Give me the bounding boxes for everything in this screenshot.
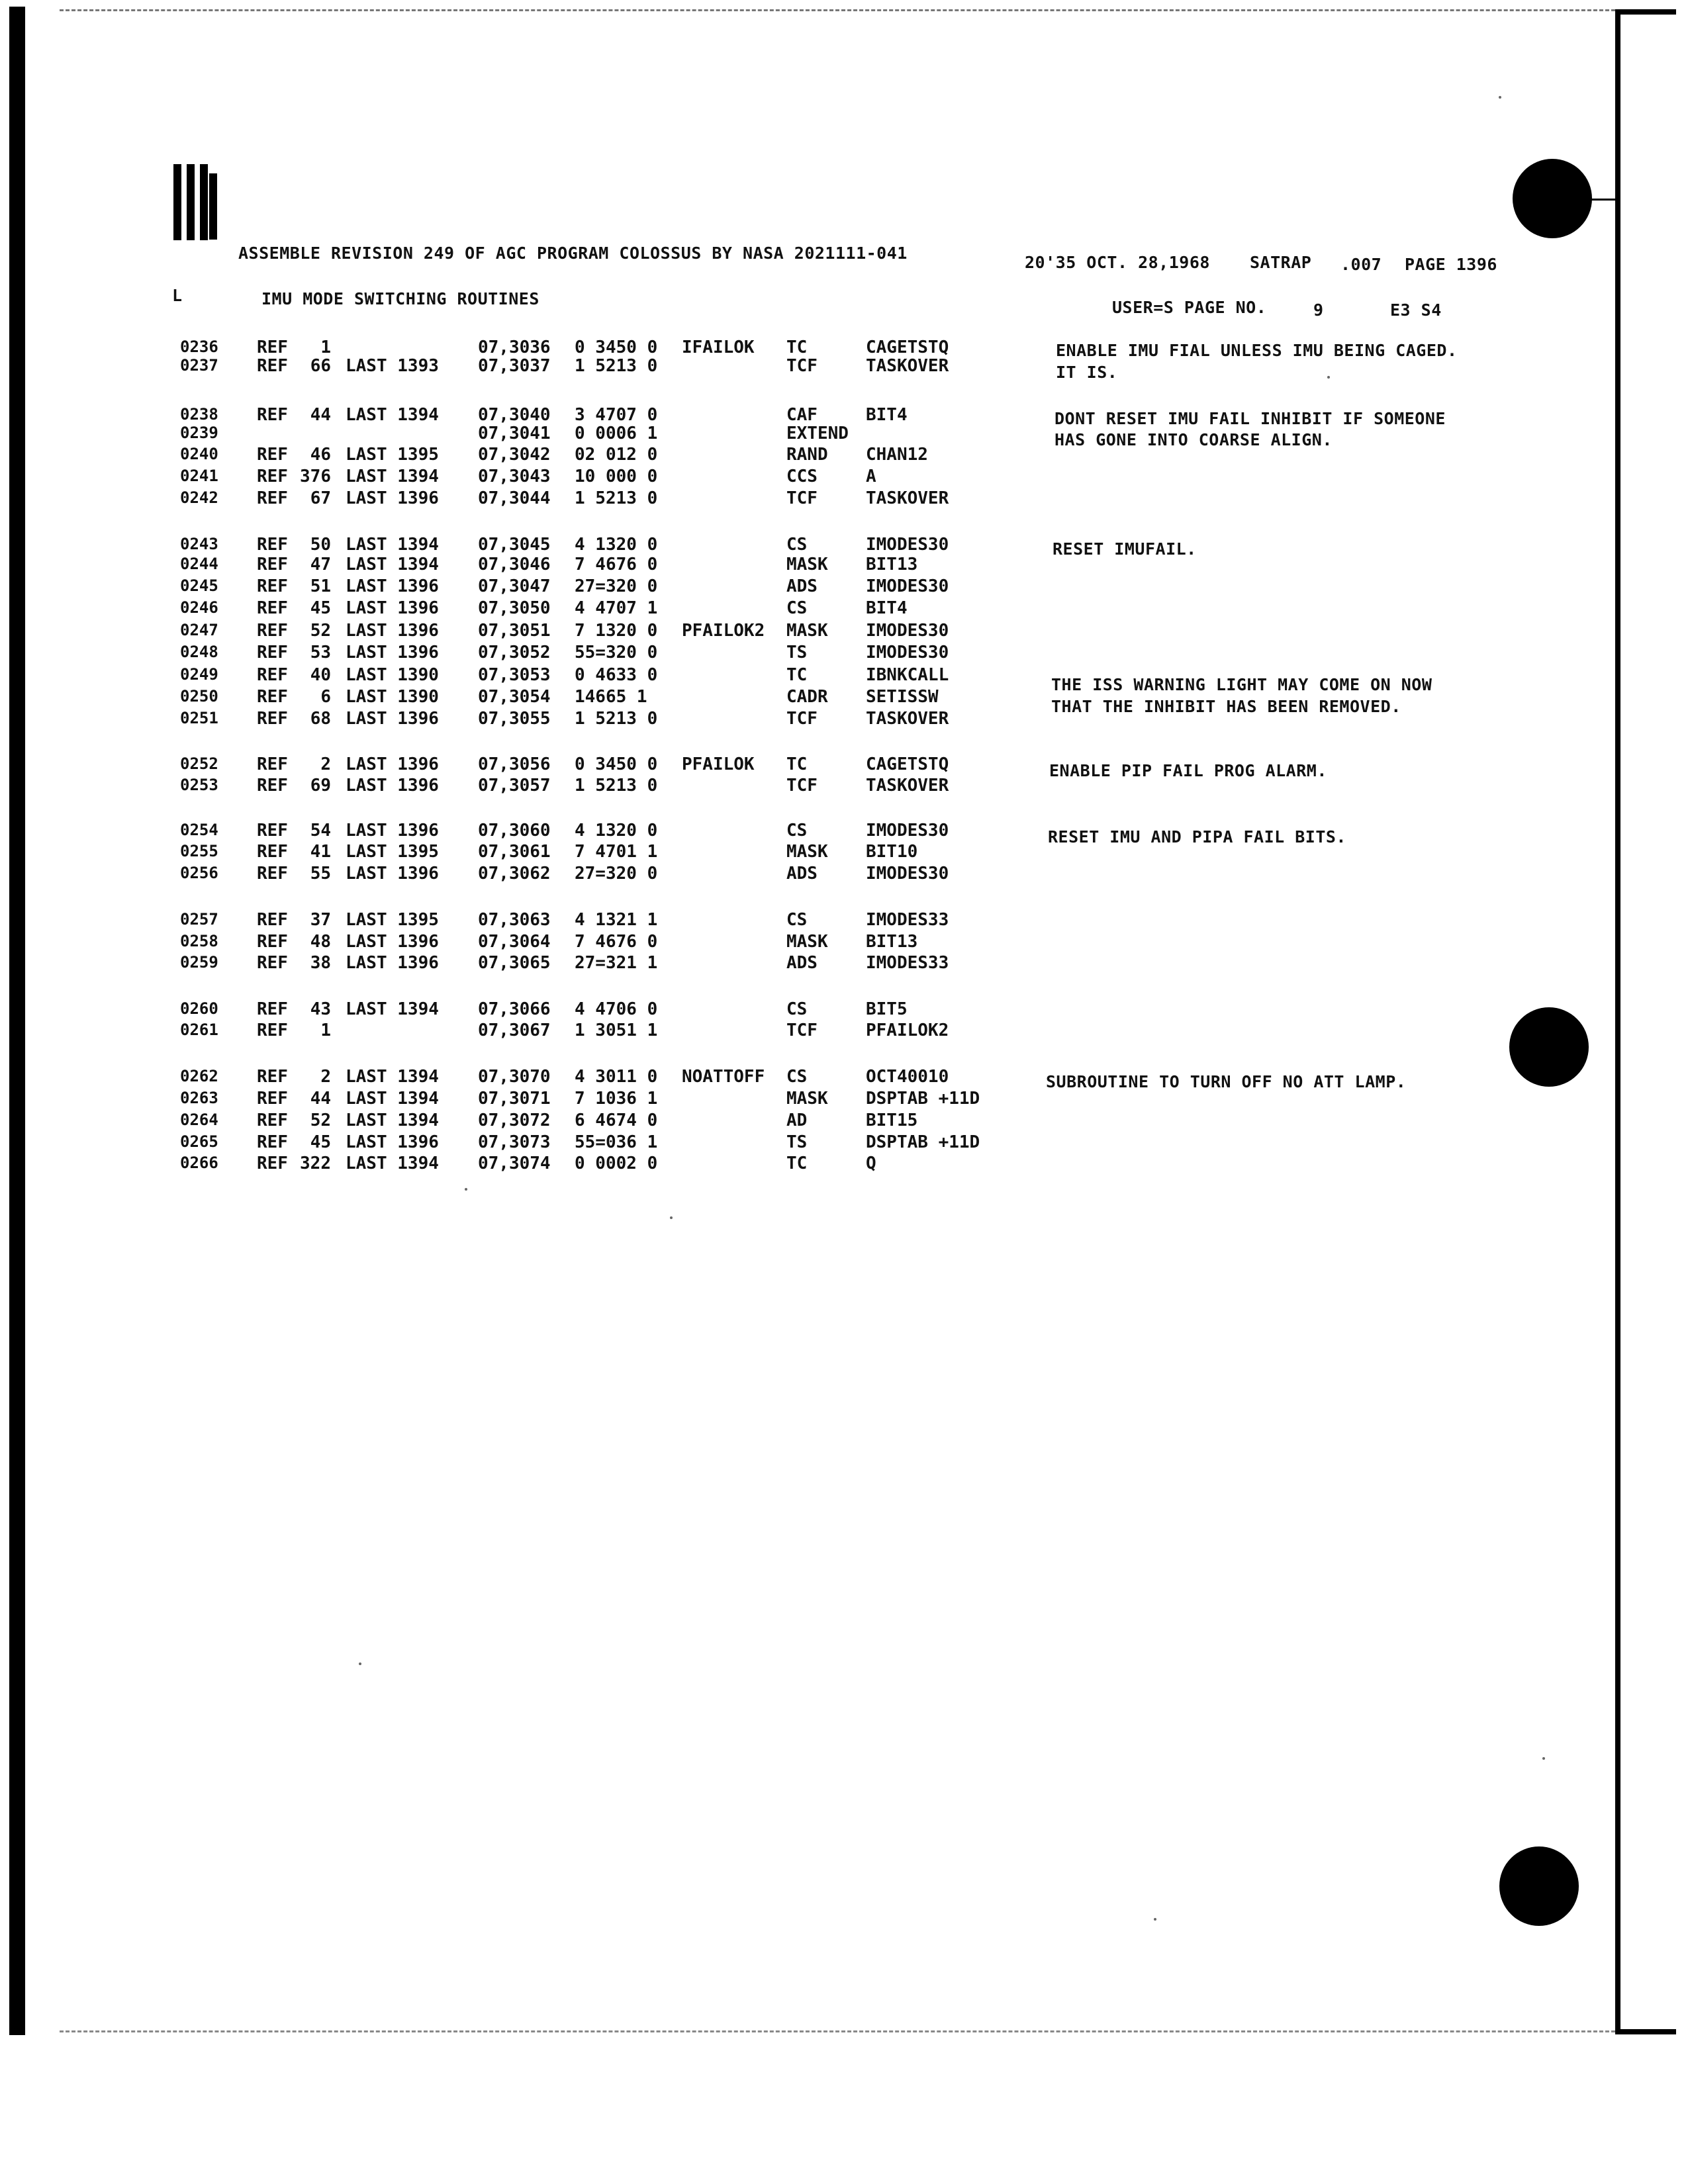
opcode: ADS bbox=[786, 953, 818, 973]
opcode: TC bbox=[786, 665, 808, 685]
address: 07,3067 bbox=[478, 1021, 551, 1040]
opcode: CAF bbox=[786, 405, 818, 425]
last-page: LAST 1394 bbox=[346, 999, 439, 1019]
symbol-label: PFAILOK bbox=[682, 754, 755, 774]
ref-marker: REF bbox=[257, 999, 288, 1019]
line-number: 0249 bbox=[180, 665, 218, 684]
user-page-number: 9 bbox=[1313, 300, 1324, 320]
octal-code: 4 3011 0 bbox=[575, 1067, 658, 1087]
line-number: 0254 bbox=[180, 821, 218, 839]
last-page: LAST 1396 bbox=[346, 1132, 439, 1152]
opcode: MASK bbox=[786, 932, 828, 952]
address: 07,3047 bbox=[478, 576, 551, 596]
line-number: 0257 bbox=[180, 910, 218, 929]
user-page-label: USER=S PAGE NO. bbox=[1112, 298, 1267, 317]
ref-marker: REF bbox=[257, 821, 288, 841]
octal-code: 27=321 1 bbox=[575, 953, 658, 973]
address: 07,3043 bbox=[478, 467, 551, 486]
line-number: 0240 bbox=[180, 445, 218, 463]
opcode: MASK bbox=[786, 1089, 828, 1109]
operand: DSPTAB +11D bbox=[866, 1089, 980, 1109]
address: 07,3036 bbox=[478, 338, 551, 357]
address: 07,3072 bbox=[478, 1111, 551, 1130]
address: 07,3062 bbox=[478, 864, 551, 884]
ref-marker: REF bbox=[257, 864, 288, 884]
ref-count: 2 bbox=[320, 1067, 331, 1087]
comment-line: ENABLE PIP FAIL PROG ALARM. bbox=[1049, 761, 1327, 780]
ref-count: 55 bbox=[310, 864, 331, 884]
line-number: 0251 bbox=[180, 709, 218, 727]
line-number: 0260 bbox=[180, 999, 218, 1018]
opcode: CS bbox=[786, 999, 808, 1019]
operand: Q bbox=[866, 1154, 876, 1173]
opcode: MASK bbox=[786, 555, 828, 574]
line-number: 0250 bbox=[180, 687, 218, 705]
last-page: LAST 1395 bbox=[346, 910, 439, 930]
last-page: LAST 1394 bbox=[346, 1089, 439, 1109]
operand: A bbox=[866, 467, 876, 486]
octal-code: 7 1320 0 bbox=[575, 621, 658, 641]
octal-code: 3 4707 0 bbox=[575, 405, 658, 425]
address: 07,3063 bbox=[478, 910, 551, 930]
address: 07,3065 bbox=[478, 953, 551, 973]
octal-code: 55=036 1 bbox=[575, 1132, 658, 1152]
octal-code: 1 5213 0 bbox=[575, 709, 658, 729]
octal-code: 1 3051 1 bbox=[575, 1021, 658, 1040]
last-page: LAST 1396 bbox=[346, 643, 439, 662]
opcode: CS bbox=[786, 910, 808, 930]
operand: TASKOVER bbox=[866, 709, 949, 729]
operand: IMODES30 bbox=[866, 535, 949, 555]
ref-count: 1 bbox=[320, 1021, 331, 1040]
ref-count: 53 bbox=[310, 643, 331, 662]
opcode: CADR bbox=[786, 687, 828, 707]
line-number: 0253 bbox=[180, 776, 218, 794]
bottom-perforation bbox=[60, 2030, 1615, 2032]
operand: BIT13 bbox=[866, 555, 918, 574]
last-page: LAST 1396 bbox=[346, 576, 439, 596]
ref-marker: REF bbox=[257, 338, 288, 357]
ref-count: 52 bbox=[310, 621, 331, 641]
ref-count: 38 bbox=[310, 953, 331, 973]
ref-count: 46 bbox=[310, 445, 331, 465]
octal-code: 4 4707 1 bbox=[575, 598, 658, 618]
ref-marker: REF bbox=[257, 687, 288, 707]
last-page: LAST 1396 bbox=[346, 709, 439, 729]
octal-code: 0 4633 0 bbox=[575, 665, 658, 685]
ref-count: 37 bbox=[310, 910, 331, 930]
ref-count: 6 bbox=[320, 687, 331, 707]
address: 07,3070 bbox=[478, 1067, 551, 1087]
ref-count: 44 bbox=[310, 1089, 331, 1109]
line-number: 0242 bbox=[180, 488, 218, 507]
last-page: LAST 1393 bbox=[346, 356, 439, 376]
ref-count: 69 bbox=[310, 776, 331, 796]
opcode: CS bbox=[786, 1067, 808, 1087]
symbol-label: NOATTOFF bbox=[682, 1067, 765, 1087]
octal-code: 7 1036 1 bbox=[575, 1089, 658, 1109]
address: 07,3041 bbox=[478, 424, 551, 443]
ref-count: 67 bbox=[310, 488, 331, 508]
ref-count: 41 bbox=[310, 842, 331, 862]
line-number: 0248 bbox=[180, 643, 218, 661]
opcode: TS bbox=[786, 1132, 808, 1152]
comment-line: ENABLE IMU FIAL UNLESS IMU BEING CAGED. bbox=[1056, 341, 1458, 360]
address: 07,3060 bbox=[478, 821, 551, 841]
last-page: LAST 1396 bbox=[346, 864, 439, 884]
address: 07,3061 bbox=[478, 842, 551, 862]
ref-marker: REF bbox=[257, 842, 288, 862]
octal-code: 7 4676 0 bbox=[575, 932, 658, 952]
opcode: TCF bbox=[786, 488, 818, 508]
operand: IMODES30 bbox=[866, 621, 949, 641]
address: 07,3074 bbox=[478, 1154, 551, 1173]
last-page: LAST 1396 bbox=[346, 953, 439, 973]
ref-marker: REF bbox=[257, 1132, 288, 1152]
opcode: EXTEND bbox=[786, 424, 849, 443]
paper-speck bbox=[1499, 96, 1501, 99]
opcode: MASK bbox=[786, 842, 828, 862]
ref-marker: REF bbox=[257, 665, 288, 685]
octal-code: 4 1320 0 bbox=[575, 535, 658, 555]
last-page: LAST 1396 bbox=[346, 932, 439, 952]
ref-count: 1 bbox=[320, 338, 331, 357]
line-number: 0256 bbox=[180, 864, 218, 882]
octal-code: 4 1321 1 bbox=[575, 910, 658, 930]
last-page: LAST 1396 bbox=[346, 621, 439, 641]
line-number: 0243 bbox=[180, 535, 218, 553]
ref-marker: REF bbox=[257, 598, 288, 618]
paper-speck bbox=[670, 1216, 673, 1219]
address: 07,3037 bbox=[478, 356, 551, 376]
last-page: LAST 1395 bbox=[346, 842, 439, 862]
operand: TASKOVER bbox=[866, 488, 949, 508]
ref-marker: REF bbox=[257, 932, 288, 952]
ref-count: 50 bbox=[310, 535, 331, 555]
octal-code: 10 000 0 bbox=[575, 467, 658, 486]
punch-hole-top bbox=[1513, 159, 1592, 238]
ref-count: 51 bbox=[310, 576, 331, 596]
line-number: 0241 bbox=[180, 467, 218, 485]
ref-count: 47 bbox=[310, 555, 331, 574]
operand: TASKOVER bbox=[866, 356, 949, 376]
ref-marker: REF bbox=[257, 405, 288, 425]
comment-line: HAS GONE INTO COARSE ALIGN. bbox=[1055, 430, 1333, 449]
ref-count: 45 bbox=[310, 1132, 331, 1152]
opcode: CCS bbox=[786, 467, 818, 486]
operand: BIT13 bbox=[866, 932, 918, 952]
line-number: 0258 bbox=[180, 932, 218, 950]
ref-marker: REF bbox=[257, 754, 288, 774]
last-page: LAST 1395 bbox=[346, 445, 439, 465]
ref-count: 66 bbox=[310, 356, 331, 376]
ref-count: 43 bbox=[310, 999, 331, 1019]
paper-speck bbox=[465, 1188, 467, 1191]
punch-hole-middle bbox=[1509, 1007, 1589, 1087]
last-page: LAST 1394 bbox=[346, 1067, 439, 1087]
assembly-header: ASSEMBLE REVISION 249 OF AGC PROGRAM COLOSSUS BY NASA 2021111-041 bbox=[238, 244, 908, 263]
line-number: 0244 bbox=[180, 555, 218, 573]
ref-count: 45 bbox=[310, 598, 331, 618]
section-marker-bar bbox=[200, 164, 208, 240]
ref-count: 322 bbox=[300, 1154, 331, 1173]
last-page: LAST 1394 bbox=[346, 555, 439, 574]
octal-code: 7 4676 0 bbox=[575, 555, 658, 574]
octal-code: 14665 1 bbox=[575, 687, 647, 707]
line-number: 0247 bbox=[180, 621, 218, 639]
paper-speck bbox=[1327, 376, 1330, 379]
operand: TASKOVER bbox=[866, 776, 949, 796]
operand: BIT5 bbox=[866, 999, 908, 1019]
octal-code: 7 4701 1 bbox=[575, 842, 658, 862]
last-page: LAST 1394 bbox=[346, 1154, 439, 1173]
comment-line: RESET IMUFAIL. bbox=[1053, 539, 1197, 559]
ref-marker: REF bbox=[257, 643, 288, 662]
ref-count: 52 bbox=[310, 1111, 331, 1130]
symbol-label: PFAILOK2 bbox=[682, 621, 765, 641]
address: 07,3066 bbox=[478, 999, 551, 1019]
paper-speck bbox=[359, 1662, 361, 1665]
ref-count: 40 bbox=[310, 665, 331, 685]
opcode: TC bbox=[786, 754, 808, 774]
operand: CHAN12 bbox=[866, 445, 928, 465]
header-page-label: PAGE 1396 bbox=[1405, 255, 1497, 274]
operand: PFAILOK2 bbox=[866, 1021, 949, 1040]
operand: BIT4 bbox=[866, 405, 908, 425]
ref-count: 376 bbox=[300, 467, 331, 486]
line-number: 0245 bbox=[180, 576, 218, 595]
line-number: 0266 bbox=[180, 1154, 218, 1172]
opcode: TCF bbox=[786, 776, 818, 796]
line-number: 0252 bbox=[180, 754, 218, 773]
comment-line: RESET IMU AND PIPA FAIL BITS. bbox=[1048, 827, 1346, 846]
header-mark: L bbox=[172, 286, 183, 305]
address: 07,3057 bbox=[478, 776, 551, 796]
comment-line: THAT THE INHIBIT HAS BEEN REMOVED. bbox=[1051, 697, 1401, 716]
ref-count: 2 bbox=[320, 754, 331, 774]
octal-code: 4 4706 0 bbox=[575, 999, 658, 1019]
octal-code: 0 0006 1 bbox=[575, 424, 658, 443]
comment-line: THE ISS WARNING LIGHT MAY COME ON NOW bbox=[1051, 675, 1432, 694]
line-number: 0238 bbox=[180, 405, 218, 424]
ref-marker: REF bbox=[257, 1021, 288, 1040]
octal-code: 4 1320 0 bbox=[575, 821, 658, 841]
address: 07,3064 bbox=[478, 932, 551, 952]
last-page: LAST 1390 bbox=[346, 665, 439, 685]
symbol-label: IFAILOK bbox=[682, 338, 755, 357]
octal-code: 1 5213 0 bbox=[575, 776, 658, 796]
address: 07,3046 bbox=[478, 555, 551, 574]
octal-code: 1 5213 0 bbox=[575, 356, 658, 376]
comment-line: IT IS. bbox=[1056, 363, 1118, 382]
last-page: LAST 1394 bbox=[346, 535, 439, 555]
ref-marker: REF bbox=[257, 910, 288, 930]
ref-marker: REF bbox=[257, 1089, 288, 1109]
octal-code: 27=320 0 bbox=[575, 864, 658, 884]
right-edge-frame bbox=[1615, 9, 1676, 2034]
ref-count: 48 bbox=[310, 932, 331, 952]
octal-code: 0 0002 0 bbox=[575, 1154, 658, 1173]
ref-marker: REF bbox=[257, 1067, 288, 1087]
octal-code: 1 5213 0 bbox=[575, 488, 658, 508]
comment-line: SUBROUTINE TO TURN OFF NO ATT LAMP. bbox=[1046, 1072, 1407, 1091]
operand: IMODES30 bbox=[866, 643, 949, 662]
operand: IMODES33 bbox=[866, 953, 949, 973]
top-perforation bbox=[60, 9, 1615, 11]
opcode: TCF bbox=[786, 356, 818, 376]
opcode: CS bbox=[786, 598, 808, 618]
octal-code: 0 3450 0 bbox=[575, 338, 658, 357]
last-page: LAST 1396 bbox=[346, 821, 439, 841]
opcode: CS bbox=[786, 535, 808, 555]
line-number: 0264 bbox=[180, 1111, 218, 1129]
operand: IMODES30 bbox=[866, 821, 949, 841]
opcode: TCF bbox=[786, 709, 818, 729]
address: 07,3051 bbox=[478, 621, 551, 641]
address: 07,3052 bbox=[478, 643, 551, 662]
line-number: 0239 bbox=[180, 424, 218, 442]
address: 07,3053 bbox=[478, 665, 551, 685]
ref-marker: REF bbox=[257, 445, 288, 465]
address: 07,3045 bbox=[478, 535, 551, 555]
opcode: TC bbox=[786, 338, 808, 357]
opcode: RAND bbox=[786, 445, 828, 465]
ref-marker: REF bbox=[257, 776, 288, 796]
ref-marker: REF bbox=[257, 356, 288, 376]
punch-hole-top-notch bbox=[1589, 199, 1615, 201]
operand: BIT10 bbox=[866, 842, 918, 862]
operand: BIT15 bbox=[866, 1111, 918, 1130]
line-number: 0265 bbox=[180, 1132, 218, 1151]
paper-speck bbox=[1542, 1757, 1545, 1760]
operand: IMODES30 bbox=[866, 576, 949, 596]
ref-marker: REF bbox=[257, 1154, 288, 1173]
last-page: LAST 1396 bbox=[346, 754, 439, 774]
address: 07,3056 bbox=[478, 754, 551, 774]
address: 07,3073 bbox=[478, 1132, 551, 1152]
last-page: LAST 1396 bbox=[346, 488, 439, 508]
last-page: LAST 1394 bbox=[346, 405, 439, 425]
opcode: MASK bbox=[786, 621, 828, 641]
section-title: IMU MODE SWITCHING ROUTINES bbox=[261, 289, 539, 308]
left-edge-bar bbox=[9, 7, 25, 2035]
ref-count: 44 bbox=[310, 405, 331, 425]
operand: DSPTAB +11D bbox=[866, 1132, 980, 1152]
operand: CAGETSTQ bbox=[866, 338, 949, 357]
opcode: ADS bbox=[786, 576, 818, 596]
line-number: 0236 bbox=[180, 338, 218, 356]
operand: IMODES33 bbox=[866, 910, 949, 930]
address: 07,3071 bbox=[478, 1089, 551, 1109]
last-page: LAST 1390 bbox=[346, 687, 439, 707]
section-marker-bar bbox=[209, 173, 217, 240]
ref-count: 68 bbox=[310, 709, 331, 729]
operand: IMODES30 bbox=[866, 864, 949, 884]
octal-code: 02 012 0 bbox=[575, 445, 658, 465]
opcode: CS bbox=[786, 821, 808, 841]
line-number: 0237 bbox=[180, 356, 218, 375]
opcode: TS bbox=[786, 643, 808, 662]
last-page: LAST 1394 bbox=[346, 467, 439, 486]
line-number: 0259 bbox=[180, 953, 218, 972]
last-page: LAST 1396 bbox=[346, 598, 439, 618]
ref-marker: REF bbox=[257, 535, 288, 555]
line-number: 0262 bbox=[180, 1067, 218, 1085]
operand: OCT40010 bbox=[866, 1067, 949, 1087]
line-number: 0263 bbox=[180, 1089, 218, 1107]
operand: CAGETSTQ bbox=[866, 754, 949, 774]
header-version: .007 bbox=[1340, 255, 1382, 274]
octal-code: 0 3450 0 bbox=[575, 754, 658, 774]
paper-speck bbox=[1154, 1918, 1156, 1921]
comment-line: DONT RESET IMU FAIL INHIBIT IF SOMEONE bbox=[1055, 409, 1446, 428]
ref-marker: REF bbox=[257, 1111, 288, 1130]
ref-marker: REF bbox=[257, 555, 288, 574]
ref-count: 54 bbox=[310, 821, 331, 841]
header-program: SATRAP bbox=[1250, 253, 1312, 272]
section-marker-bar bbox=[173, 164, 181, 240]
section-marker-bar bbox=[187, 164, 195, 240]
octal-code: 27=320 0 bbox=[575, 576, 658, 596]
opcode: TCF bbox=[786, 1021, 818, 1040]
octal-code: 55=320 0 bbox=[575, 643, 658, 662]
ref-marker: REF bbox=[257, 576, 288, 596]
last-page: LAST 1394 bbox=[346, 1111, 439, 1130]
address: 07,3044 bbox=[478, 488, 551, 508]
line-number: 0261 bbox=[180, 1021, 218, 1039]
ref-marker: REF bbox=[257, 953, 288, 973]
ref-marker: REF bbox=[257, 709, 288, 729]
address: 07,3050 bbox=[478, 598, 551, 618]
address: 07,3042 bbox=[478, 445, 551, 465]
address: 07,3055 bbox=[478, 709, 551, 729]
ref-marker: REF bbox=[257, 467, 288, 486]
ref-marker: REF bbox=[257, 488, 288, 508]
punch-hole-bottom bbox=[1499, 1846, 1579, 1926]
line-number: 0255 bbox=[180, 842, 218, 860]
header-timestamp: 20'35 OCT. 28,1968 bbox=[1025, 253, 1210, 272]
operand: IBNKCALL bbox=[866, 665, 949, 685]
operand: BIT4 bbox=[866, 598, 908, 618]
opcode: ADS bbox=[786, 864, 818, 884]
line-number: 0246 bbox=[180, 598, 218, 617]
sheet-code: E3 S4 bbox=[1390, 300, 1442, 320]
ref-marker: REF bbox=[257, 621, 288, 641]
address: 07,3040 bbox=[478, 405, 551, 425]
opcode: AD bbox=[786, 1111, 808, 1130]
last-page: LAST 1396 bbox=[346, 776, 439, 796]
address: 07,3054 bbox=[478, 687, 551, 707]
operand: SETISSW bbox=[866, 687, 939, 707]
opcode: TC bbox=[786, 1154, 808, 1173]
octal-code: 6 4674 0 bbox=[575, 1111, 658, 1130]
